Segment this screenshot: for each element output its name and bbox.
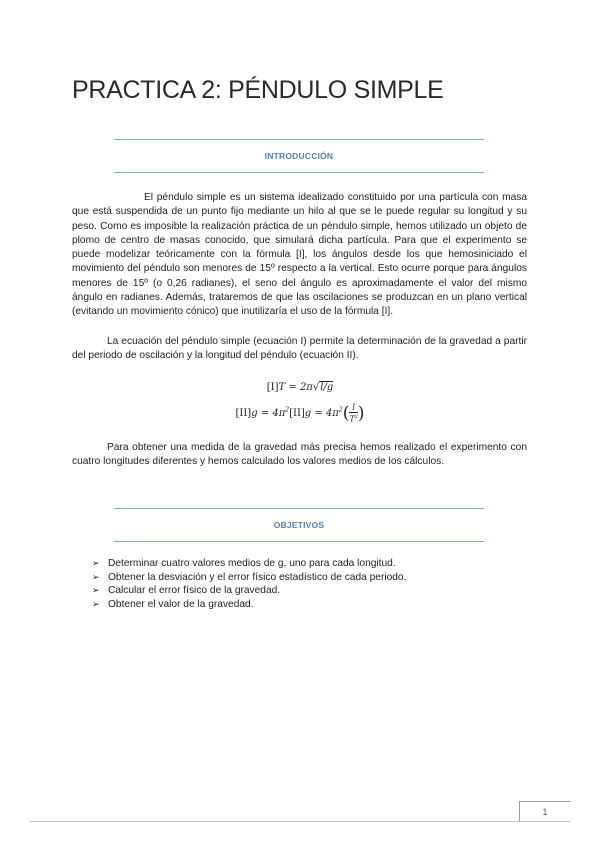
page-number-box <box>519 801 570 822</box>
page-title: PRACTICA 2: PÉNDULO SIMPLE <box>72 76 444 104</box>
formula-2-exp-a: 2 <box>285 406 290 414</box>
formula-2-label-b: [II] <box>289 407 305 419</box>
arrow-bullet-icon: ➢ <box>92 585 100 596</box>
formula-1-label: [I] <box>266 382 279 393</box>
objective-text: Obtener la desviación y el error físico estadístico de cada periodo. <box>108 571 407 583</box>
objectives-section-heading <box>114 508 484 542</box>
formula-1: [I]T = 2π√l/g <box>266 382 334 393</box>
objective-text: Determinar cuatro valores medios de g, uno para cada longitud. <box>108 558 396 569</box>
intro-paragraph-2-text: La ecuación del péndulo simple (ecuación I) permite la determinación de la gravedad a partir del periodo de oscilación y la longitud del péndulo (ecuación II). <box>72 336 527 362</box>
list-item <box>92 598 406 612</box>
formula-2-den-exp: 2 <box>354 414 358 420</box>
intro-section-heading <box>114 139 484 173</box>
objectives-list <box>92 557 406 611</box>
objectives-heading-label: OBJETIVOS <box>273 520 325 530</box>
intro-paragraph-1 <box>72 191 527 320</box>
formula-2-denominator: T <box>349 414 355 424</box>
formula-2-label: [II] <box>235 407 252 419</box>
formula-1-radicand: l/g <box>320 382 334 393</box>
objective-text: Obtener el valor de la gravedad. <box>108 598 254 610</box>
arrow-bullet-icon: ➢ <box>92 598 100 609</box>
intro-paragraph-3 <box>72 441 527 470</box>
page-number: 1 <box>542 807 548 817</box>
intro-heading-label: INTRODUCCIÓN <box>264 151 334 161</box>
list-item <box>92 557 406 571</box>
formula-2-numerator: l <box>349 403 358 413</box>
formula-2-part-a: g = 4π <box>251 407 286 419</box>
formula-1-lhs: T = 2π <box>278 382 313 393</box>
arrow-bullet-icon: ➢ <box>92 558 100 568</box>
footer-divider <box>30 821 570 822</box>
formula-2-exp-b: 2 <box>338 406 343 414</box>
formula-2-fraction <box>349 403 358 424</box>
intro-paragraph-1-text: El péndulo simple es un sistema idealizado constituido por una partícula con masa que está suspendida de un punto fijo mediante un hilo al que se le puede regular su longitud y su peso. Como es imposible la realización práctica de un péndulo simple, hemos utilizado un objeto de plomo de centro de masas conocido, que simulará dicha partícula. Para que el experimento se puede modelizar teóricamente con la fórmula [I], los ángulos desde los que hemosiniciado el movimiento del péndulo son menores de 15º respecto a la vertical. Esto ocurre porque para ángulos menores de 15º (o 0,26 radianes), el seno del ángulo es aproximadamente el valor del mismo ángulo en radianes. Además, trataremos de que las oscilaciones se produzcan en un plano vertical (evitando un movimiento cónico) que inutilizaría el uso de la fórmula [I]. <box>72 192 527 318</box>
intro-paragraph-2 <box>72 335 527 364</box>
intro-paragraph-3-text: Para obtener una medida de la gravedad más precisa hemos realizado el experimento con cuatro longitudes diferentes y hemos calculado los valores medios de los cálculos. <box>72 442 527 468</box>
list-item <box>92 571 406 585</box>
objective-text: Calcular el error físico de la gravedad. <box>108 585 281 597</box>
list-item <box>92 584 406 598</box>
formula-2: $[II]g = 4\pi^2[II]g = 4\pi^2$( $\frac{l}{T^2}$ ) <box>235 403 365 424</box>
formula-2-part-b: g = 4π <box>304 407 339 419</box>
arrow-bullet-icon: ➢ <box>92 571 100 582</box>
